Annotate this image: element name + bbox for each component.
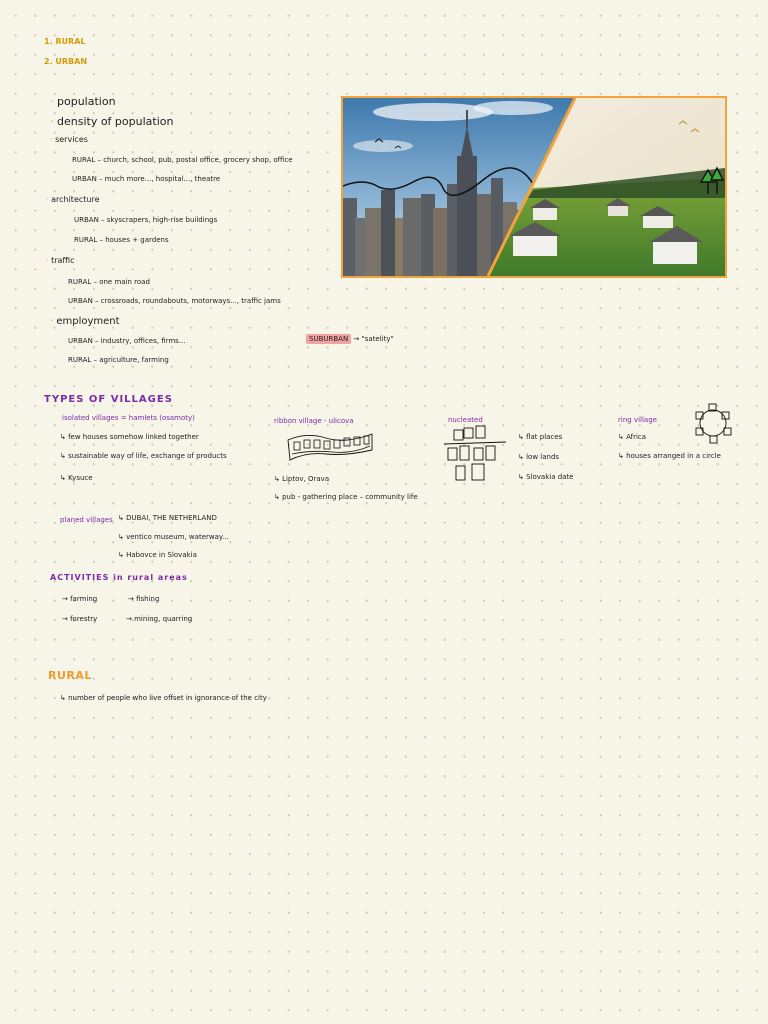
employment-urban: URBAN – industry, offices, firms... [68,337,186,345]
ribbon-title: ribbon village - ulicova [274,417,354,425]
ring-village-sketch [694,402,732,444]
nucleated-point-3: ↳ Slovakia date [518,473,574,481]
activity-farming: → farming [62,595,98,603]
nucleated-point-2: ↳ low lands [518,453,560,461]
photo-illustration [343,98,725,276]
activities-heading: ACTIVITIES in rural areas [50,573,188,582]
criterion-architecture: · architecture [46,195,100,204]
services-rural: RURAL – church, school, pub, postal office, grocery shop, office [72,156,293,164]
rural-heading: RURAL [48,669,92,682]
architecture-rural: RURAL – houses + gardens [74,236,169,244]
isolated-point-2: ↳ sustainable way of life, exchange of products [60,452,227,460]
suburban-meaning: "satelity" [361,335,394,343]
ribbon-village-sketch [286,428,376,464]
isolated-point-3: ↳ Kysuce [60,474,93,482]
planed-title: planed villages [60,516,113,524]
isolated-point-1: ↳ few houses somehow linked together [60,433,199,441]
suburban-note [306,336,394,343]
employment-rural: RURAL – agriculture, farming [68,356,169,364]
criterion-employment-label: employment [56,316,120,327]
traffic-rural: RURAL – one main road [68,278,150,286]
isolated-title: isolated villages = hamlets (osamoty) [62,414,195,422]
ribbon-example: ↳ Liptov, Orava [274,475,330,483]
activity-fishing: → fishing [128,595,160,603]
criterion-density: · density of population [50,115,174,128]
suburban-highlight: SUBURBAN [306,334,351,344]
ring-title: ring village [618,416,657,424]
nucleated-point-1: ↳ flat places [518,433,563,441]
nucleated-village-sketch [444,424,506,486]
rural-note: ↳ number of people who live offset in ignorance of the city [60,694,267,702]
criterion-services-label: services [55,135,88,144]
villages-heading: TYPES OF VILLAGES [44,394,173,405]
criterion-population: · population [50,95,116,108]
traffic-urban: URBAN – crossroads, roundabouts, motorways..., traffic jams [68,297,281,305]
criterion-density-label: density of population [57,115,174,128]
ring-point-2: ↳ houses arranged in a circle [618,452,721,460]
planed-point-2: ↳ ventico museum, waterway... [118,533,229,541]
city-countryside-photo [341,96,727,278]
criterion-traffic: · traffic [46,256,75,265]
architecture-urban: URBAN – skyscrapers, high-rise buildings [74,216,218,224]
list-item-urban: 2. URBAN [44,57,88,66]
nucleated-title: nucleated [448,416,483,424]
suburban-arrow: → [353,335,360,343]
planed-point-3: ↳ Habovce in Slovakia [118,551,197,559]
criterion-traffic-label: traffic [51,256,75,265]
activity-mining: → mining, quarring [126,615,193,623]
planed-point-1: ↳ DUBAI, THE NETHERLAND [118,514,217,522]
services-urban: URBAN – much more..., hospital..., theatre [72,175,221,183]
activity-forestry: → forestry [62,615,98,623]
criterion-population-label: population [57,95,116,108]
list-item-rural: 1. RURAL [44,37,86,46]
criterion-services: · services [50,135,88,144]
ribbon-note: ↳ pub - gathering place – community life [274,493,418,501]
ring-point-1: ↳ Africa [618,433,647,441]
criterion-employment: · employment [50,316,120,327]
criterion-architecture-label: architecture [51,195,100,204]
